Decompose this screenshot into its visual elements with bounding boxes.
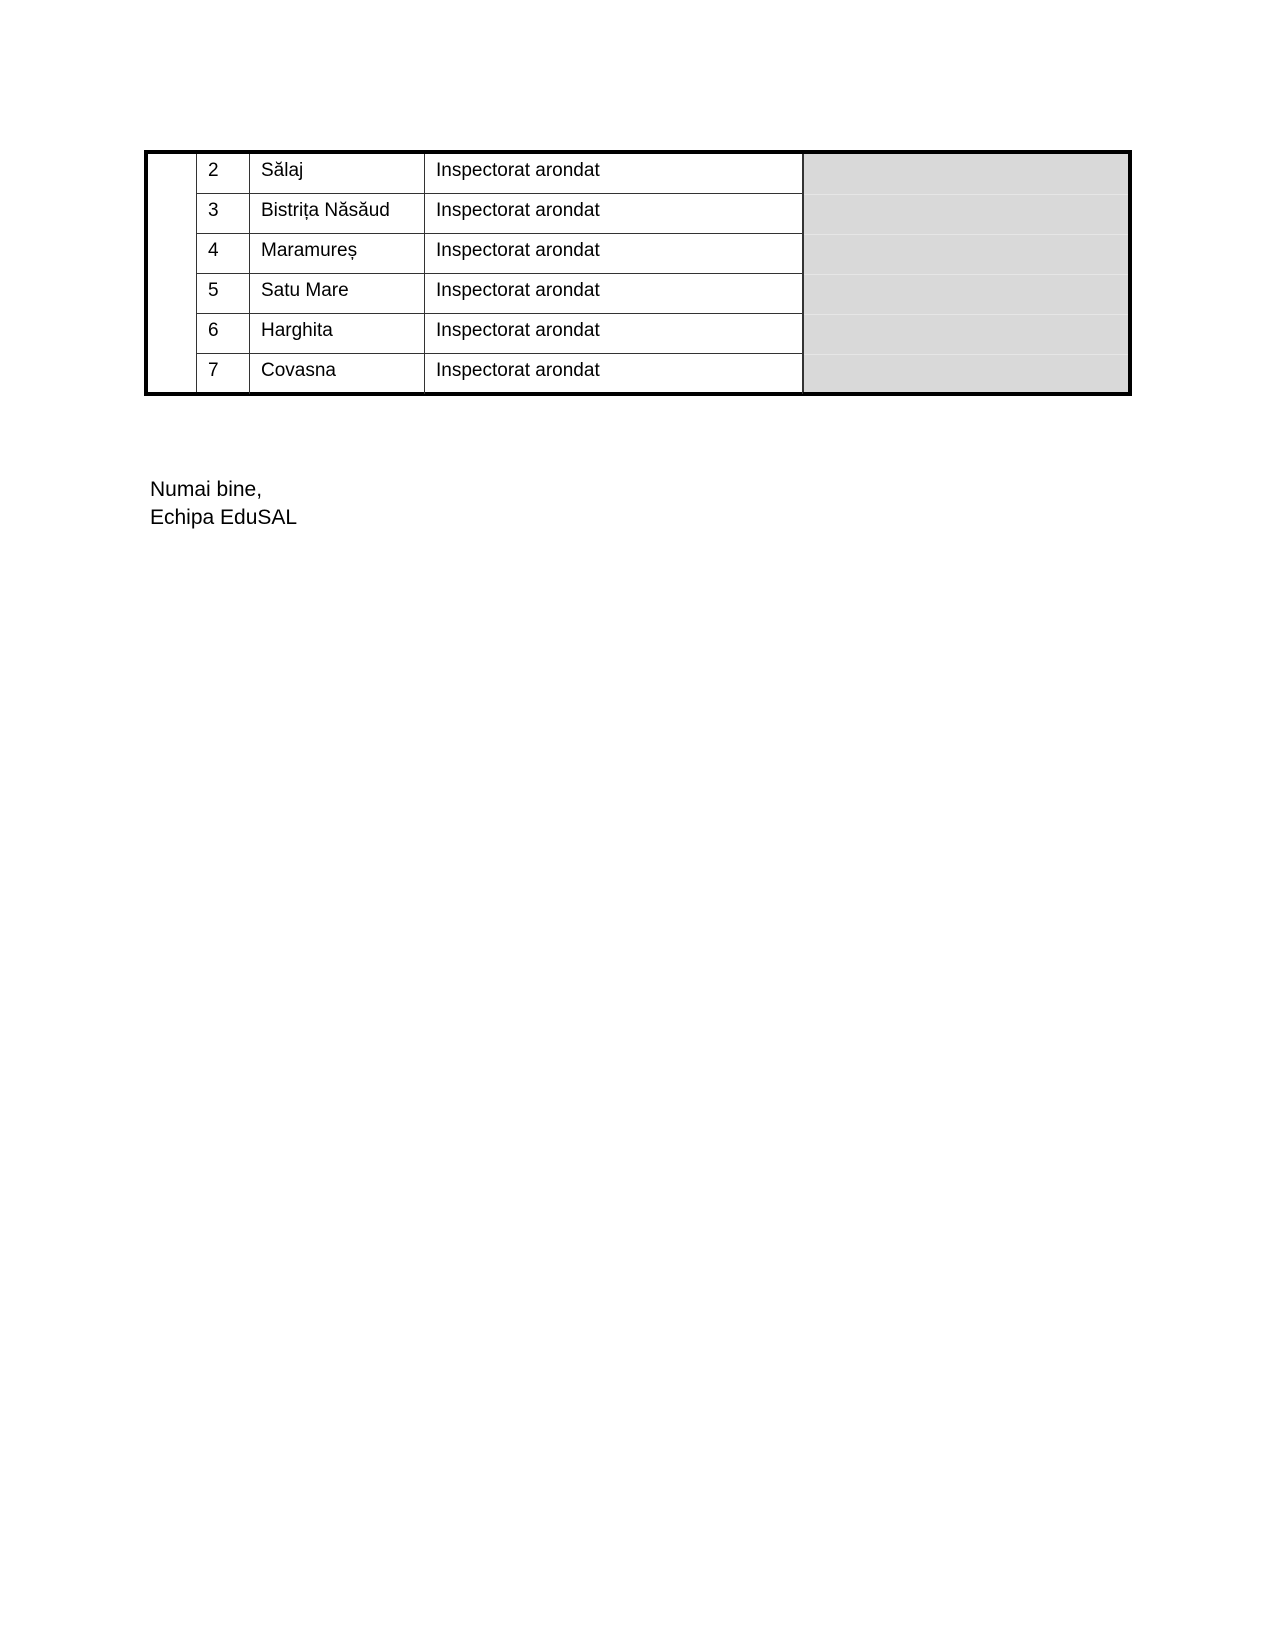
row-number: 7	[197, 354, 250, 394]
table-row	[197, 274, 803, 314]
row-number: 6	[197, 314, 250, 353]
table-row	[197, 194, 803, 234]
row-separator	[804, 234, 1128, 235]
row-separator	[804, 314, 1128, 315]
county-table	[144, 150, 1132, 396]
inspectorate-status: Inspectorat arondat	[425, 234, 803, 273]
county-name: Bistrița Năsăud	[250, 194, 425, 233]
table-row	[197, 354, 803, 394]
closing-line: Numai bine,	[150, 478, 263, 501]
county-name: Satu Mare	[250, 274, 425, 313]
row-separator	[804, 354, 1128, 355]
row-number: 3	[197, 194, 250, 233]
inspectorate-status: Inspectorat arondat	[425, 274, 803, 313]
county-name: Sălaj	[250, 154, 425, 193]
row-number: 5	[197, 274, 250, 313]
county-name: Harghita	[250, 314, 425, 353]
inspectorate-status: Inspectorat arondat	[425, 194, 803, 233]
closing-signature	[150, 476, 297, 532]
row-separator	[804, 194, 1128, 195]
table-row	[197, 154, 803, 194]
inspectorate-status: Inspectorat arondat	[425, 314, 803, 353]
inspectorate-status: Inspectorat arondat	[425, 154, 803, 193]
shaded-merged-cell	[803, 154, 1128, 392]
merged-blank-cell	[148, 154, 197, 392]
table-row	[197, 314, 803, 354]
table-rows	[197, 154, 803, 392]
row-separator	[804, 274, 1128, 275]
row-number: 2	[197, 154, 250, 193]
county-name: Maramureș	[250, 234, 425, 273]
signature-line: Echipa EduSAL	[150, 506, 298, 529]
county-name: Covasna	[250, 354, 425, 394]
table-row	[197, 234, 803, 274]
inspectorate-status: Inspectorat arondat	[425, 354, 803, 394]
row-number: 4	[197, 234, 250, 273]
